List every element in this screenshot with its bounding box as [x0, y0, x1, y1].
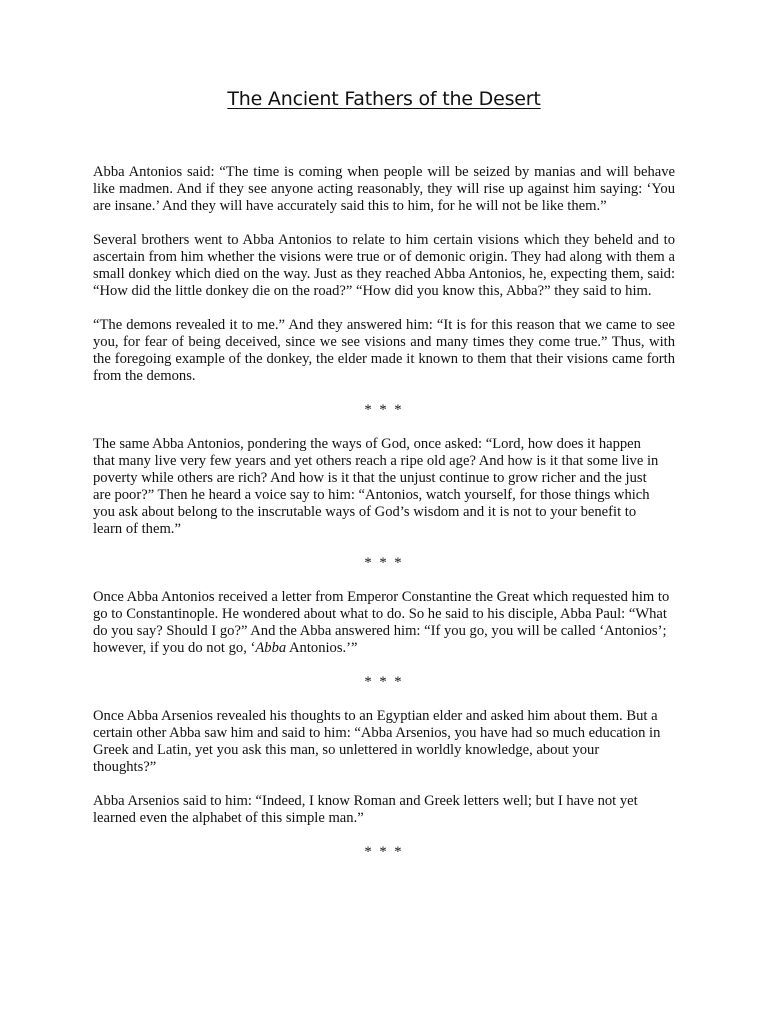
paragraph-2: Several brothers went to Abba Antonios to relate to him certain visions which they beheld and to ascertain from him whether the visions were true or of demonic origin. They had along with them a small donkey which died on the way. Just as they reached Abba Antonios, he, expecting them, said: “How did the little donkey die on the road?” “How did you know this, Abba?” they said to him. [93, 232, 675, 299]
paragraph-1: Abba Antonios said: “The time is coming when people will be seized by manias and will behave like madmen. And if they see anyone acting reasonably, they will rise up against him saying: ‘You are insane.’ And they will have accurately said this to him, for he will not be like them.” [93, 164, 675, 214]
paragraph-3: “The demons revealed it to me.” And they answered him: “It is for this reason that we came to see you, for fear of being deceived, since we see visions and many times they come true.” Thus, with the foregoing example of the donkey, the elder made it known to them that their visions came forth from the demons. [93, 317, 675, 384]
paragraph-6: Once Abba Arsenios revealed his thoughts to an Egyptian elder and asked him about them. But a certain other Abba saw him and said to him: “Abba Arsenios, you have had so much education in Greek and Latin, yet you ask this man, so unlettered in worldly knowledge, about your thoughts?” [93, 708, 661, 775]
document-body [93, 164, 675, 878]
paragraph-5-text-end: Antonios.’” [286, 640, 358, 656]
section-separator-2: * * * [364, 555, 404, 571]
paragraph-5 [93, 589, 675, 657]
section-separator-3: * * * [364, 674, 404, 690]
paragraph-5-text-start: Once Abba Antonios received a letter from Emperor Constantine the Great which requested him to go to Constantinople. He wondered about what to do. So he said to his disciple, Abba Paul: “What do you say? Should I go?” And the Abba answered him: “If you go, you will be called ‘Antonios’; however, if you do not go, ‘ [93, 589, 670, 656]
paragraph-7: Abba Arsenios said to him: “Indeed, I know Roman and Greek letters well; but I have not yet learned even the alphabet of this simple man.” [93, 793, 638, 826]
section-separator-1: * * * [364, 402, 404, 418]
document-title: The Ancient Fathers of the Desert [227, 88, 541, 110]
section-separator-4: * * * [364, 844, 404, 860]
paragraph-4: The same Abba Antonios, pondering the ways of God, once asked: “Lord, how does it happen that many live very few years and yet others reach a ripe old age? And how is it that some live in poverty while others are rich? And how is it that the unjust continue to grow richer and the just are poor?” Then he heard a voice say to him: “Antonios, watch yourself, for those things which you ask about belong to the inscrutable ways of God’s wisdom and it is not to your benefit to learn of them.” [93, 436, 659, 537]
paragraph-5-italic-abba: Abba [255, 640, 287, 656]
